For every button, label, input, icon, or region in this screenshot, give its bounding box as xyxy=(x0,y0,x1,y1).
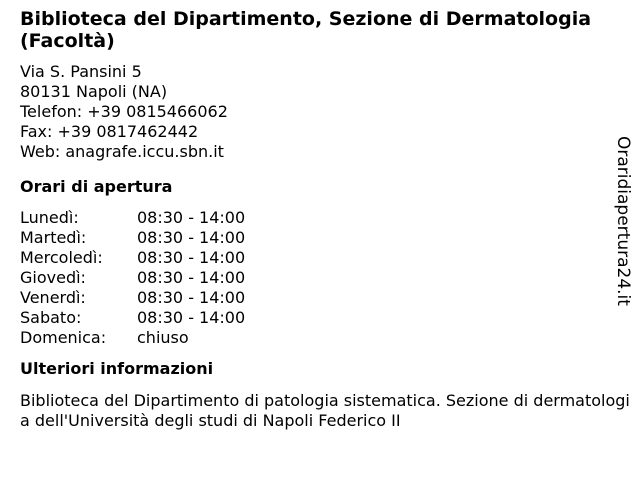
street-address: Via S. Pansini 5 xyxy=(20,62,142,81)
time-value: chiuso xyxy=(137,328,189,347)
contact-block xyxy=(20,62,620,162)
time-value: 08:30 - 14:00 xyxy=(137,208,246,227)
time-value: 08:30 - 14:00 xyxy=(137,268,246,287)
time-value: 08:30 - 14:00 xyxy=(137,288,246,307)
day-label: Venerdì: xyxy=(20,288,86,307)
phone-line: Telefon: +39 0815466062 xyxy=(20,102,228,121)
day-label: Mercoledì: xyxy=(20,248,103,267)
city-line: 80131 Napoli (NA) xyxy=(20,82,168,101)
library-title: Biblioteca del Dipartimento, Sezione di Dermatologia (Facoltà) xyxy=(20,8,592,52)
web-line: Web: anagrafe.iccu.sbn.it xyxy=(20,142,224,161)
day-label: Domenica: xyxy=(20,328,107,347)
opening-hours-table xyxy=(20,208,620,348)
hours-row xyxy=(20,268,620,288)
more-info-heading: Ulteriori informazioni xyxy=(20,359,214,378)
hours-row xyxy=(20,248,620,268)
fax-line: Fax: +39 0817462442 xyxy=(20,122,199,141)
site-watermark: Oraridiapertura24.it xyxy=(613,136,633,306)
hours-row xyxy=(20,308,620,328)
time-value: 08:30 - 14:00 xyxy=(137,228,246,247)
day-label: Lunedì: xyxy=(20,208,79,227)
hours-row xyxy=(20,228,620,248)
more-info-text: Biblioteca del Dipartimento di patologia sistematica. Sezione di dermatologia dell'Università degli studi di Napoli Federico II xyxy=(20,391,630,430)
day-label: Martedì: xyxy=(20,228,87,247)
hours-heading: Orari di apertura xyxy=(20,177,173,196)
day-label: Sabato: xyxy=(20,308,82,327)
day-label: Giovedì: xyxy=(20,268,86,287)
hours-row xyxy=(20,288,620,308)
hours-row xyxy=(20,328,620,348)
time-value: 08:30 - 14:00 xyxy=(137,308,246,327)
hours-row xyxy=(20,208,620,228)
time-value: 08:30 - 14:00 xyxy=(137,248,246,267)
